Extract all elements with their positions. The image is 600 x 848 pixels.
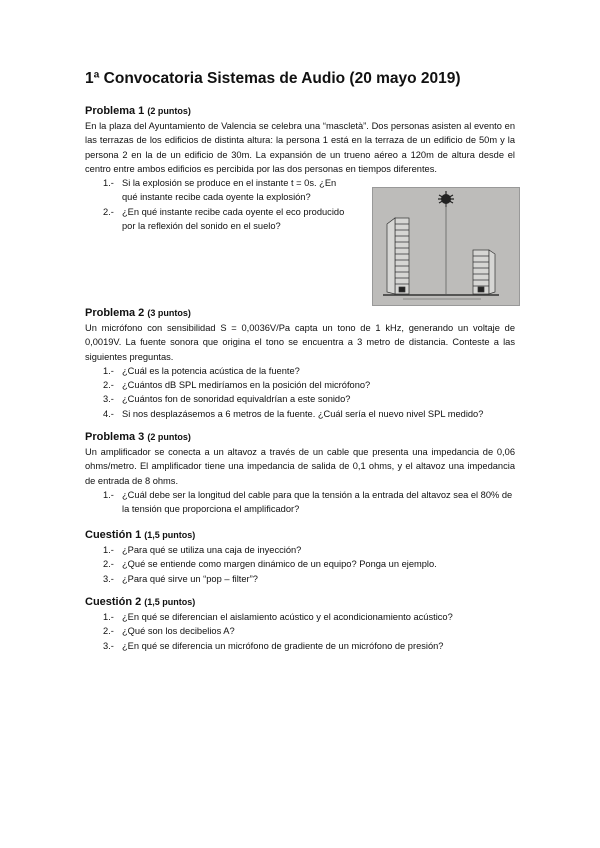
problem-statement: Un amplificador se conecta a un altavoz a través de un cable que presenta una impedancia de 0,06 ohms/metro. El amplificador tiene una impedancia de salida de 0,1 ohms, y el altavoz una impedancia de entrada de 8 ohms. — [85, 447, 515, 486]
question-item: 1.- ¿Cuál es la potencia acústica de la fuente? — [103, 365, 300, 376]
page-title: 1ª Convocatoria Sistemas de Audio (20 mayo 2019) — [85, 70, 461, 87]
question-item: 2.- ¿Cuántos dB SPL mediríamos en la posición del micrófono? — [103, 380, 371, 391]
section-heading: Cuestión 1 — [85, 529, 142, 541]
buildings-figure — [372, 187, 520, 306]
question-list — [85, 488, 515, 517]
question-item: 1.- ¿Cuál debe ser la longitud del cable para que la tensión a la entrada del altavoz sea el 80% de la tensión que proporciona el amplificador? — [103, 489, 513, 515]
question-list — [85, 176, 345, 233]
section-cuestion-1 — [85, 528, 515, 586]
section-points: (1,5 puntos) — [144, 530, 196, 540]
section-problema-2 — [85, 306, 515, 421]
question-item: 3.- ¿En qué se diferencia un micrófono de gradiente de un micrófono de presión? — [103, 640, 444, 651]
section-points: (1,5 puntos) — [144, 597, 196, 607]
section-problema-3 — [85, 430, 515, 516]
section-points: (2 puntos) — [147, 106, 191, 116]
question-list — [85, 610, 515, 653]
question-item: 3.- ¿Para qué sirve un “pop – filter”? — [103, 573, 258, 584]
section-points: (3 puntos) — [147, 308, 191, 318]
question-item: 1.- Si la explosión se produce en el instante t = 0s. ¿En qué instante recibe cada oyente la explosión? — [103, 178, 337, 203]
question-item: 1.- ¿Para qué se utiliza una caja de inyección? — [103, 545, 302, 555]
question-item: 2.- ¿Qué se entiende como margen dinámico de un equipo? Ponga un ejemplo. — [103, 559, 437, 570]
question-item: 4.- Si nos desplazásemos a 6 metros de la fuente. ¿Cuál sería el nuevo nivel SPL medido? — [103, 408, 484, 419]
section-heading: Problema 1 — [85, 105, 145, 117]
section-heading: Problema 2 — [85, 307, 145, 319]
section-heading: Cuestión 2 — [85, 596, 142, 608]
building-left — [387, 218, 409, 294]
question-list — [85, 543, 515, 586]
section-points: (2 puntos) — [147, 432, 191, 442]
question-list — [85, 364, 515, 421]
section-heading: Problema 3 — [85, 431, 145, 443]
problem-statement: Un micrófono con sensibilidad S = 0,0036V/Pa capta un tono de 1 kHz, generando un voltaje de 0,0019V. La fuente sonora que origina el tono se encuentra a 3 metro de distancia. Conteste a las siguientes preguntas. — [85, 323, 515, 362]
question-item: 2.- ¿En qué instante recibe cada oyente el eco producido por la reflexión del sonido en el suelo? — [103, 206, 345, 232]
building-right — [473, 250, 495, 294]
problem-statement: En la plaza del Ayuntamiento de Valencia se celebra una “mascletà”. Dos personas asisten al evento en las terrazas de los edificios de distinta altura: la persona 1 está en la terraza de un edificio de 50m y la persona 2 en la de un edificio de 30m. La expansión de un trueno aéreo a 120m de altura desde el centro entre ambos edificios es percibida por las dos personas en tiempos diferentes. — [85, 121, 515, 174]
section-cuestion-2 — [85, 595, 515, 653]
question-item: 1.- ¿En qué se diferencian el aislamiento acústico y el acondicionamiento acústico? — [103, 612, 453, 622]
question-item: 2.- ¿Qué son los decibelios A? — [103, 626, 235, 637]
question-item: 3.- ¿Cuántos fon de sonoridad equivaldrían a este sonido? — [103, 394, 351, 405]
